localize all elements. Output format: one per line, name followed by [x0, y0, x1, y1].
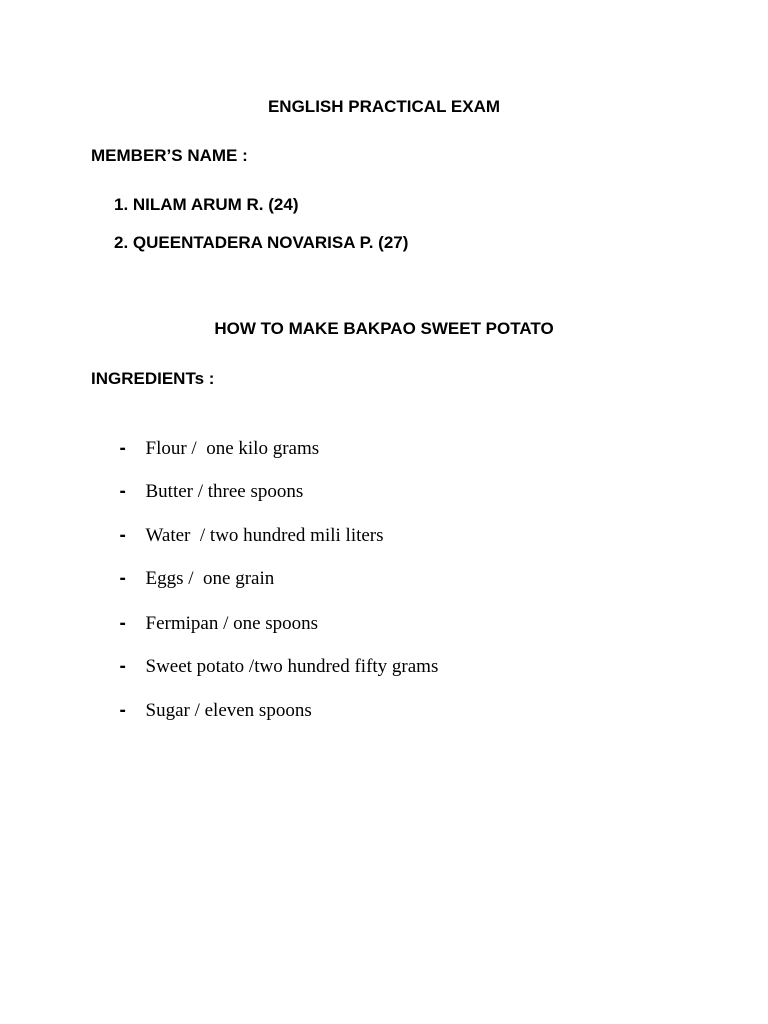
- bullet-dash: -: [119, 438, 126, 459]
- ingredient-item: [110, 682, 312, 720]
- ingredient-text: Fermipan / one spoons: [145, 613, 319, 634]
- bullet-dash: -: [119, 525, 126, 546]
- ingredient-item: [110, 595, 318, 633]
- members-heading: MEMBER’S NAME :: [91, 146, 248, 165]
- ingredient-item: [110, 420, 319, 458]
- ingredient-text: Flour / one kilo grams: [145, 438, 320, 459]
- ingredient-text: Sugar / eleven spoons: [145, 700, 312, 721]
- member-item: 2. QUEENTADERA NOVARISA P. (27): [114, 233, 409, 252]
- ingredient-item: [110, 463, 303, 501]
- bullet-dash: -: [119, 613, 126, 634]
- ingredient-text: Sweet potato /two hundred fifty grams: [145, 656, 439, 677]
- ingredient-text: Water / two hundred mili liters: [145, 525, 384, 546]
- bullet-dash: -: [119, 481, 126, 502]
- ingredient-text: Eggs / one grain: [145, 568, 275, 589]
- bullet-dash: -: [119, 700, 126, 721]
- ingredient-text: Butter / three spoons: [145, 481, 304, 502]
- ingredient-item: [110, 550, 274, 588]
- member-item: 1. NILAM ARUM R. (24): [114, 195, 299, 214]
- ingredient-item: [110, 638, 438, 676]
- bullet-dash: -: [119, 568, 126, 589]
- ingredients-heading: INGREDIENTs :: [91, 369, 215, 388]
- recipe-title: HOW TO MAKE BAKPAO SWEET POTATO: [214, 319, 554, 338]
- ingredient-item: [110, 507, 384, 545]
- page-title: ENGLISH PRACTICAL EXAM: [267, 97, 501, 116]
- bullet-dash: -: [119, 656, 126, 677]
